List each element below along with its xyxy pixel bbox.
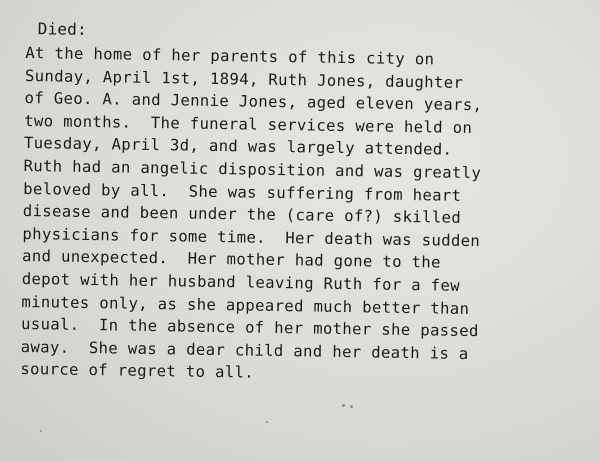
text-line-10: and unexpected. Her mother had gone to the xyxy=(21,247,441,272)
text-line-15: source of regret to all. xyxy=(20,360,255,382)
text-line-3: of Geo. A. and Jennie Jones, aged eleven years, xyxy=(24,89,483,115)
text-line-13: usual. In the absence of her mother she passed xyxy=(20,315,479,341)
paper-speck xyxy=(266,421,268,423)
paper-speck xyxy=(40,430,42,432)
paper-speck xyxy=(350,405,353,408)
text-line-12: minutes only, as she appeared much better than xyxy=(21,292,470,318)
text-line-7: beloved by all. She was suffering from heart xyxy=(23,179,462,205)
text-line-4: two months. The funeral services were held on xyxy=(24,111,473,137)
text-line-11: depot with her husband leaving Ruth for a few xyxy=(21,269,461,295)
text-line-6: Ruth had an angelic disposition and was greatly xyxy=(23,156,482,183)
text-line-14: away. She was a dear child and her death is a xyxy=(20,337,469,363)
text-line-5: Tuesday, April 3d, and was largely attended. xyxy=(23,134,453,160)
heading-died: Died: xyxy=(37,19,88,39)
text-line-9: physicians for some time. Her death was sudden xyxy=(22,224,481,250)
paper-speck xyxy=(342,404,345,407)
text-line-2: Sunday, April 1st, 1894, Ruth Jones, daughter xyxy=(24,66,464,92)
typed-obituary xyxy=(20,10,596,390)
text-line-8: disease and been under the (care of?) skilled xyxy=(22,202,462,228)
text-line-1: At the home of her parents of this city on xyxy=(25,43,435,69)
